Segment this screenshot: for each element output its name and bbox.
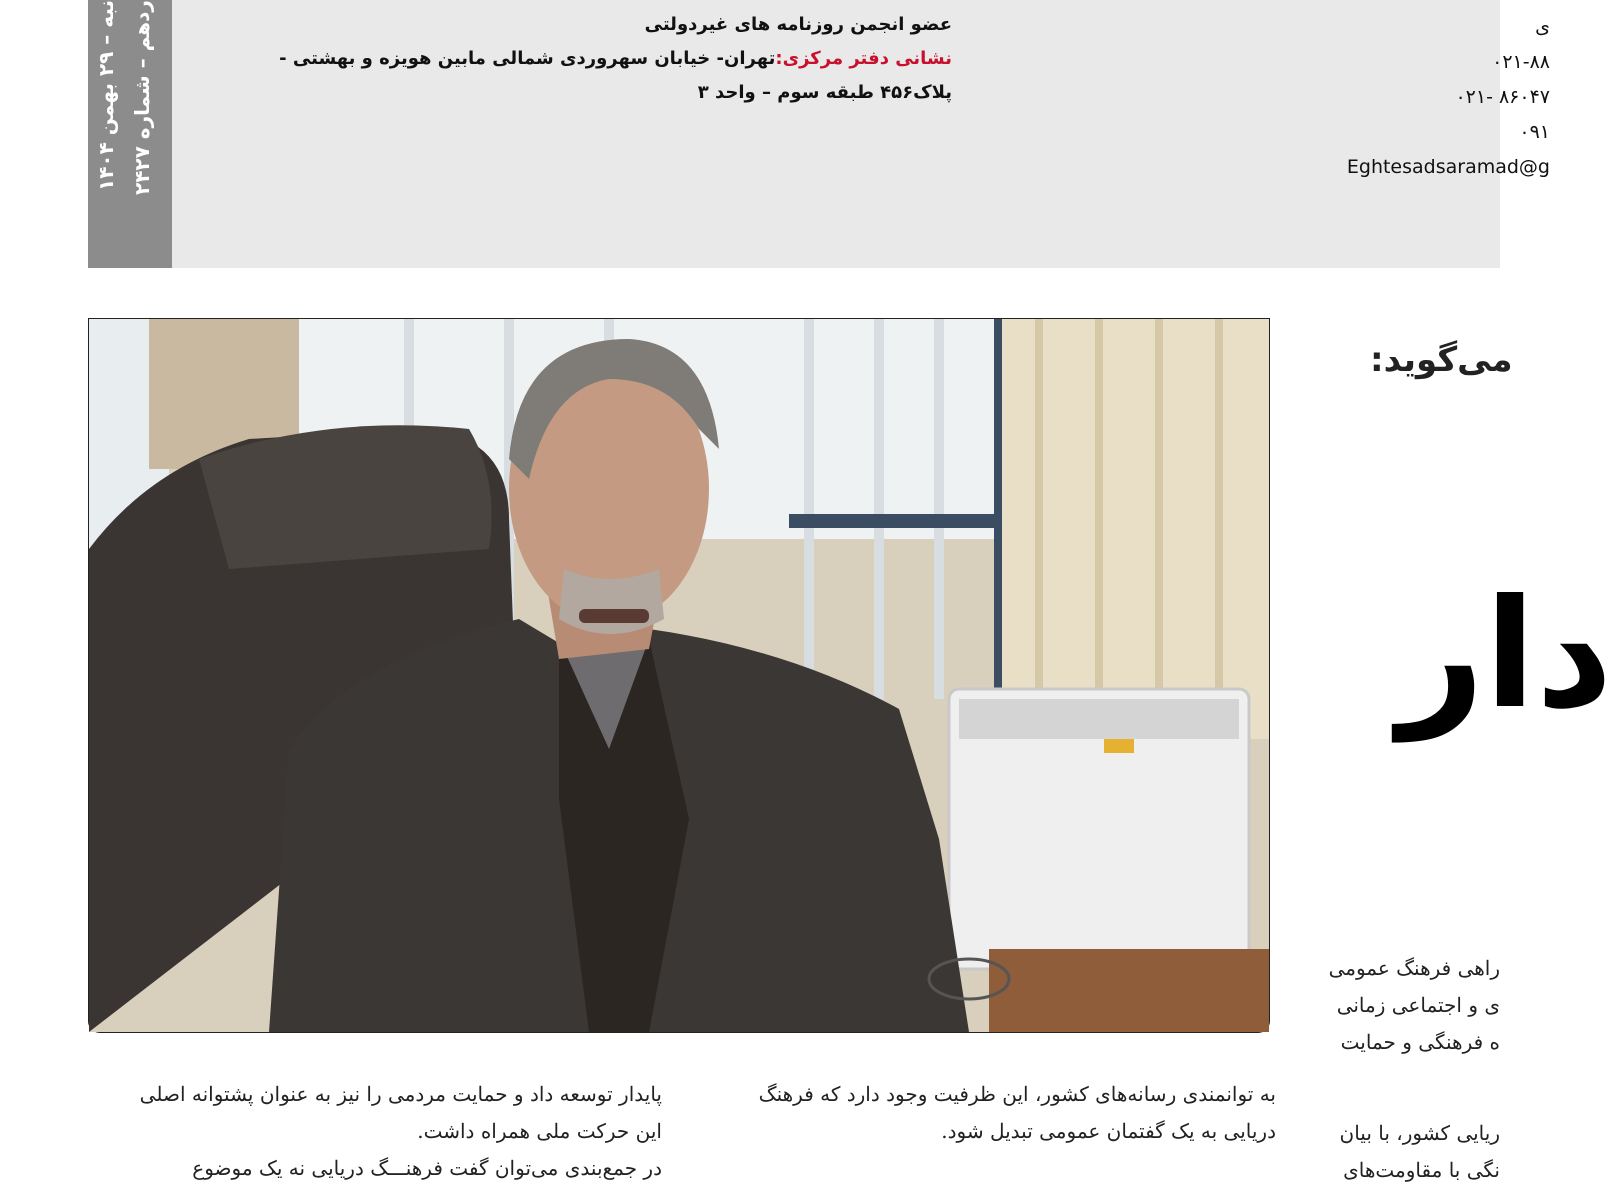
text-line: دریایی به یک گفتمان عمومی تبدیل شود. bbox=[941, 1119, 1276, 1143]
phone-number: ۰۲۱- ۸۶۰۴۷ bbox=[1455, 86, 1550, 108]
address-line-2: پلاک۴۵۶ طبقه سوم – واحد ۳ bbox=[697, 82, 952, 103]
text-line: این حرکت ملی همراه داشت. bbox=[417, 1119, 662, 1143]
article-column-middle bbox=[700, 1076, 1276, 1150]
membership-text: عضو انجمن روزنامه های غیردولتی bbox=[644, 14, 952, 35]
address-text: تهران- خیابان سهروردی شمالی مابین هویزه و بهشتی - bbox=[279, 48, 776, 69]
text-line: پایدار توسعه داد و حمایت مردمی را نیز به عنوان پشتوانه اصلی bbox=[139, 1082, 662, 1106]
date-strip bbox=[88, 0, 172, 268]
headline-fragment: می‌گوید: bbox=[1370, 340, 1513, 380]
text-line: ریایی کشور، با بیان bbox=[1339, 1121, 1500, 1145]
date-line: نبه – ۲۹ بهمن ۱۴۰۴ bbox=[94, 0, 118, 192]
article-title-fragment: دار bbox=[1398, 568, 1613, 742]
article-column-right bbox=[1300, 950, 1500, 1061]
text-line: به توانمندی رسانه‌های کشور، این ظرفیت وجود دارد که فرهنگ bbox=[758, 1082, 1276, 1106]
email-address: Eghtesadsaramad@g bbox=[1346, 156, 1550, 178]
text-line: راهی فرهنگ عمومی bbox=[1328, 956, 1500, 980]
text-line: نگی با مقاومت‌های bbox=[1343, 1158, 1500, 1182]
article-photo bbox=[88, 318, 1270, 1033]
text-line: ی و اجتماعی زمانی bbox=[1336, 993, 1500, 1017]
address-label: نشانی دفتر مرکزی: bbox=[775, 48, 952, 69]
masthead-info bbox=[232, 8, 952, 110]
text-line: ه فرهنگی و حمایت bbox=[1340, 1030, 1500, 1054]
office-portrait-photo bbox=[89, 319, 1269, 1032]
article-column-left bbox=[88, 1076, 662, 1187]
contact-label: ی bbox=[1535, 16, 1550, 38]
phone-number: ۰۹۱ bbox=[1519, 121, 1550, 143]
contact-block bbox=[1290, 10, 1550, 185]
phone-number: ۰۲۱-۸۸ bbox=[1492, 51, 1550, 73]
article-column-right-lower bbox=[1300, 1115, 1500, 1189]
issue-line: ردهم – شماره ۲۴۲۷ bbox=[130, 0, 154, 195]
text-line: در جمع‌بندی می‌توان گفت فرهنـــگ دریایی نه یک موضوع bbox=[192, 1156, 662, 1180]
address-line bbox=[232, 42, 952, 76]
